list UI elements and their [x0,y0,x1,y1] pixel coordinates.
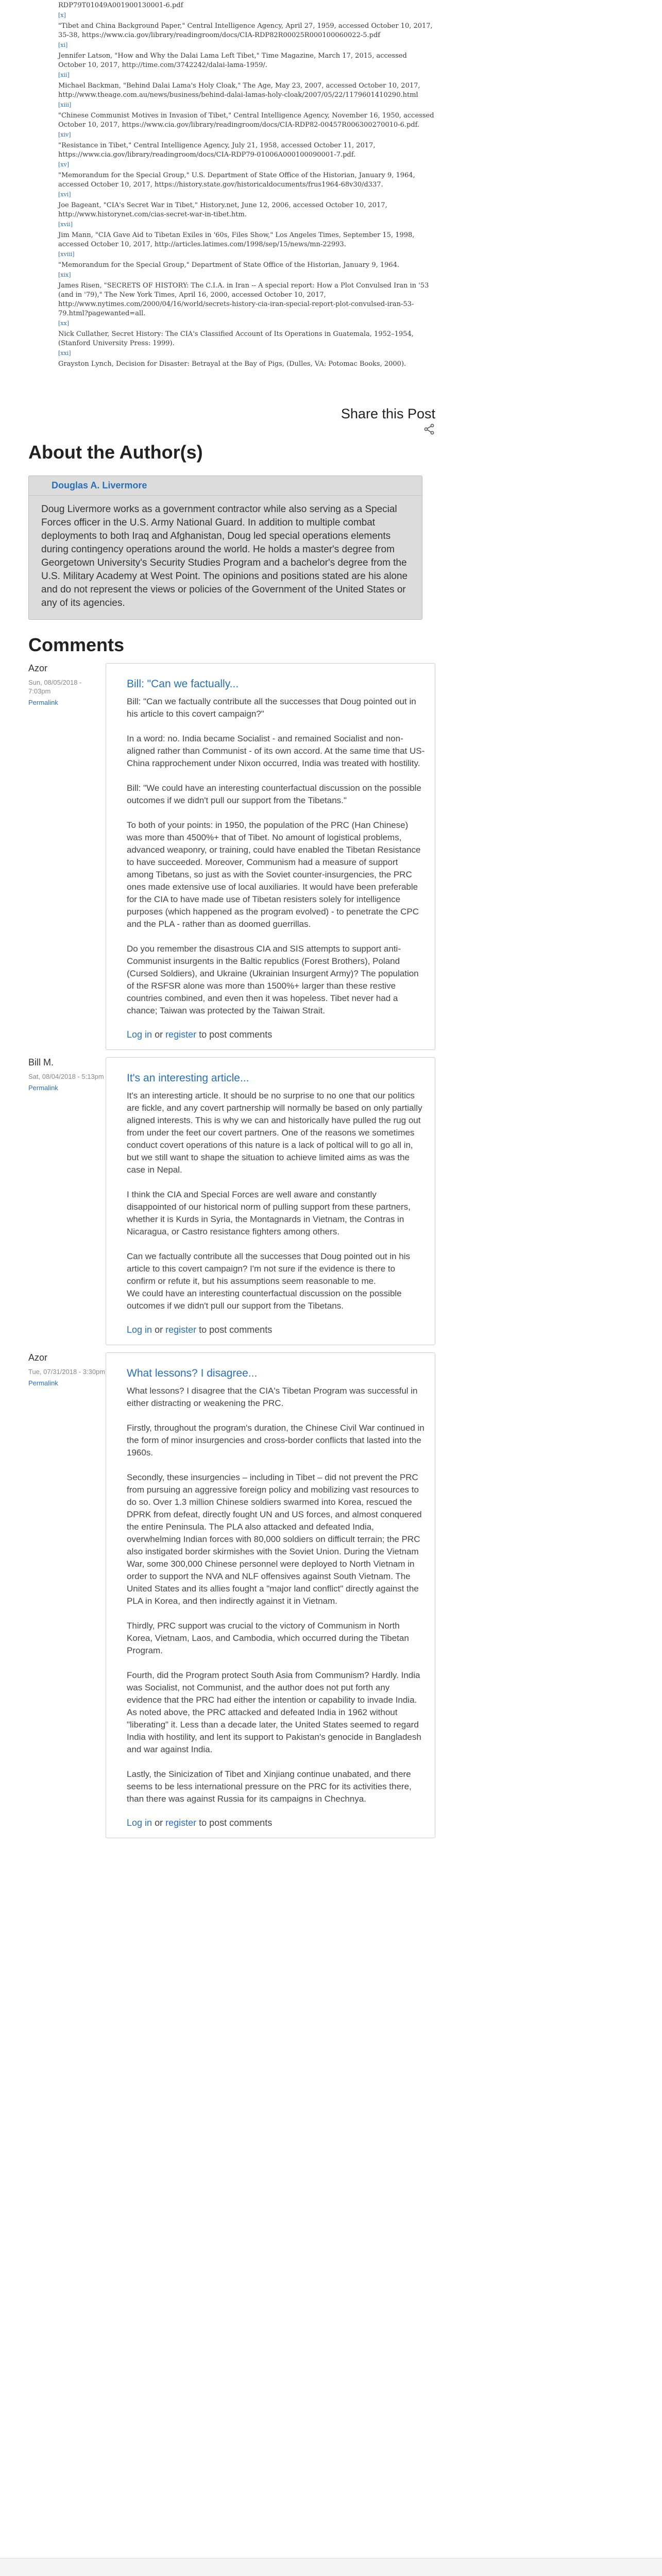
endnote-ref-link[interactable]: [xiii] [58,101,72,108]
comment-meta [28,1057,106,1092]
endnote-text: "Resistance in Tibet," Central Intelligence Agency, July 21, 1958, accessed October 11, 2017, https://www.cia.gov/library/readingroom/docs/CIA-RDP79-01006A000100090001-7.pdf. [58,142,376,159]
endnote-item [58,220,435,249]
comment-author: Bill M. [28,1057,54,1067]
endnote-item [58,250,435,270]
comment-paragraph: It's an interesting article. It should be no surprise to no one that our politics are fickle, and any covert partnership will normally be based on only partially aligned interests. This is why we can and historically have pulled the rug out from under the feet our covert partners. One of the reasons we sometimes conduct covert operations of this nature is a lack of poltical will to go all in, but we still want to shape the situation to achieve limited aims as was the case in Nepal. [127,1091,422,1175]
endnote-text: RDP79T01049A001900130001-6.pdf [58,2,183,9]
endnote-ref-link[interactable]: [xi] [58,42,68,48]
post-suffix-text: to post comments [199,1325,273,1335]
comment-title-link[interactable]: It's an interesting article... [127,1072,249,1084]
or-text: or [155,1029,163,1040]
endnote-item [58,270,435,318]
share-title: Share this Post [341,406,435,421]
endnote-ref-link[interactable]: [xvii] [58,221,73,228]
comment-title-link[interactable]: What lessons? I disagree... [127,1367,258,1379]
endnote-item [58,11,435,40]
comment-paragraph: Thirdly, PRC support was crucial to the victory of Communism in North Korea, Vietnam, Laos, and Cambodia, which occurred during the Tibetan Program. [127,1621,409,1655]
comment-login-links [127,1029,426,1040]
endnote-text: Jennifer Latson, "How and Why the Dalai Lama Left Tibet," Time Magazine, March 17, 2015, accessed October 10, 2017, http://time.com/3742242/dalai-lama-1959/. [58,52,407,69]
endnote-item [58,349,435,369]
comment-box [106,1057,435,1345]
comment-title-link[interactable]: Bill: "Can we factually... [127,678,239,690]
comment-author: Azor [28,663,48,673]
author-bio: Doug Livermore works as a government contractor while also serving as a Special Forces officer in the U.S. Army National Guard. In addition to multiple combat deployments to both Iraq and Afghanistan, Doug led special operations elements during contingency operations around the world. He holds a master's degree from Georgetown University's Security Studies Program and a bachelor's degree from the U.S. Military Academy at West Point. The opinions and positions stated are his alone and do not represent the views or policies of the Government of the United States or any of its agencies. [41,504,408,608]
comment-paragraph: I think the CIA and Special Forces are well aware and constantly disappointed of our historical norm of pulling support from these partners, whether it is Kurds in Syria, the Montagnards in Vietnam, the Contras in Nicaragua, or Castro resistance fighters among others. [127,1190,411,1236]
comment-date: Tue, 07/31/2018 - 3:30pm [28,1368,106,1376]
comment-meta [28,663,106,706]
comment-paragraph: Secondly, these insurgencies – including in Tibet – did not prevent the PRC from pursuing an aggressive foreign policy and mobilizing vast resources to do so. Over 1.3 million Chinese soldiers swarmed into Korea, rescued the DPRK from defeat, directly fought UN and US forces, and almost conquered the entire Peninsula. The PLA also attacked and defeated India, overwhelming Indian forces with 80,000 soldiers on difficult terrain; the PRC also instigated border skirmishes with the Soviet Union. During the Vietnam War, some 300,000 Chinese personnel were deployed to North Vietnam in order to support the NVA and NLF offensives against South Vietnam. The United States and its allies fought a "major land conflict" directly against the PLA in Korea, and then indirectly against it in Vietnam. [127,1472,422,1606]
or-text: or [155,1325,163,1335]
endnote-item [58,319,435,348]
comment-paragraph: What lessons? I disagree that the CIA's Tibetan Program was successful in either distracting or weakening the PRC. [127,1386,418,1408]
endnote-text: Joe Bageant, "CIA's Secret War in Tibet," History.net, June 12, 2006, accessed October 10, 2017, http://www.historynet.com/cias-secret-war-in-tibet.htm. [58,201,387,218]
comment-paragraph: To both of your points: in 1950, the population of the PRC (Han Chinese) was more than 4500%+ that of Tibet. No amount of logistical problems, advanced weaponry, or training, could have enabled the Tibetan Resistance to have succeeded. Moreover, Communism had a measure of support among Tibetans, so just as with the Soviet counter-insurgencies, the PRC ones made extensive use of local auxiliaries. It would have been preferable for the CIA to have made use of Tibetan resisters solely for intelligence purposes (which happened as the program evolved) - to penetrate the CPC and the PLA - rather than as doomed guerrillas. [127,820,421,929]
endnote-ref-link[interactable]: [xx] [58,320,69,327]
endnote-ref-link[interactable]: [xv] [58,161,70,168]
comment-paragraph: Bill: "We could have an interesting counterfactual discussion on the possible outcomes if we didn't pull our support from the Tibetans." [127,783,421,805]
endnote-text: "Memorandum for the Special Group," Department of State Office of the Historian, January 9, 1964. [58,261,400,269]
comment-body [127,1385,426,1805]
endnote-ref-link[interactable]: [xii] [58,72,70,78]
comment-author: Azor [28,1352,48,1363]
author-box [28,476,422,620]
share-icon[interactable] [423,423,435,435]
comment-paragraph: Can we factually contribute all the successes that Doug pointed out in his article to this covert campaign? I'm not sure if the evidence is there to confirm or refute it, but his assumptions seem reasonable to me. We could have an interesting counterfactual discussion on the possible outcomes if we didn't pull our support from the Tibetans. [127,1251,410,1311]
endnote-text: Grayston Lynch, Decision for Disaster: Betrayal at the Bay of Pigs, (Dulles, VA: Potomac Books, 2000). [58,360,406,368]
comment-box [106,663,435,1050]
endnote-ref-link[interactable]: [xvi] [58,191,71,198]
comment-paragraph: Fourth, did the Program protect South Asia from Communism? Hardly. India was Socialist, not Communist, and the author does not put forth any evidence that the PRC had either the intention or capability to invade India. As noted above, the PRC attacked and defeated India in 1962 without "liberating" it. Less than a decade later, the United States seemed to regard India with hostility, and lent its support to Pakistan's genocide in Bangladesh and war against India. [127,1670,421,1754]
comment-permalink[interactable]: Permalink [28,1084,58,1092]
comment-paragraph: In a word: no. India became Socialist - and remained Socialist and non-aligned rather than Communist - of its own accord. At the same time that US-China rapprochement under Nixon occurred, India was treated with hostility. [127,734,425,768]
comment [28,1352,435,1838]
endnote-text: "Memorandum for the Special Group," U.S. Department of State Office of the Historian, January 9, 1964, accessed October 10, 2017, https://history.state.gov/historicaldocuments/frus1964-68v30/d337. [58,172,415,189]
endnote-text: James Risen, "SECRETS OF HISTORY: The C.I.A. in Iran -- A special report: How a Plot Convulsed Iran in '53 (and in '79)," The New York Times, April 16, 2000, accessed October 10, 2017, http://www.nytimes.com/2000/04/16/world/secrets-history-cia-iran-special-report-plot-convulsed-iran-53-79.html?pagewanted=all. [58,282,429,317]
endnote-item [58,1,435,10]
comment-paragraph: Bill: "Can we factually contribute all the successes that Doug pointed out in his article to this covert campaign?" [127,697,416,719]
endnote-text: Nick Cullather, Secret History: The CIA's Classified Account of Its Operations in Guatemala, 1952–1954, (Stanford University Press: 1999). [58,330,414,347]
register-link[interactable]: register [165,1325,197,1335]
endnote-item [58,100,435,130]
endnote-ref-link[interactable]: [x] [58,12,66,19]
comment-login-links [127,1325,426,1335]
share-section [28,406,435,437]
register-link[interactable]: register [165,1818,197,1828]
or-text: or [155,1818,163,1828]
comment-paragraph: Firstly, throughout the program's duration, the Chinese Civil War continued in the form of minor insurgencies and cross-border conflicts that lasted into the 1960s. [127,1423,425,1458]
endnote-ref-link[interactable]: [xix] [58,272,71,278]
comment-paragraph: Do you remember the disastrous CIA and SIS attempts to support anti-Communist insurgents in the Baltic republics (Forest Brothers), Poland (Cursed Soldiers), and Ukraine (Ukrainian Insurgent Army)? The population of the RSFSR alone was more than 1500%+ larger than these restive countries combined, and even then it was hopeless. Tibet never had a chance; Taiwan was protected by the Taiwan Strait. [127,944,419,1015]
post-suffix-text: to post comments [199,1029,273,1040]
endnote-item [58,130,435,160]
page-content [28,0,435,1838]
endnote-item [58,71,435,100]
register-link[interactable]: register [165,1029,197,1040]
comment-date: Sat, 08/04/2018 - 5:13pm [28,1073,104,1080]
comment-date: Sun, 08/05/2018 - 7:03pm [28,679,82,695]
about-author-heading: About the Author(s) [28,442,203,463]
endnote-text: "Chinese Communist Motives in Invasion of Tibet," Central Intelligence Agency, November 16, 1950, accessed October 10, 2017, https://www.cia.gov/library/readingroom/docs/CIA-RDP82-00457R006300270010-6.pdf. [58,112,434,129]
footer-bar [0,2558,662,2576]
endnote-item [58,190,435,219]
endnote-text: Jim Mann, "CIA Gave Aid to Tibetan Exiles in '60s, Files Show," Los Angeles Times, September 15, 1998, accessed October 10, 2017, http://articles.latimes.com/1998/sep/15/news/mn-22993. [58,231,415,248]
comment-box [106,1352,435,1838]
endnote-text: "Tibet and China Background Paper," Central Intelligence Agency, April 27, 1959, accessed October 10, 2017, 35-38, https://www.cia.gov/library/readingroom/docs/CIA-RDP82R00025R000100060022-5.pdf [58,22,433,39]
author-name-link[interactable]: Douglas A. Livermore [29,476,422,496]
comment [28,1057,435,1345]
endnote-ref-link[interactable]: [xviii] [58,251,75,258]
endnote-ref-link[interactable]: [xxi] [58,350,71,357]
comment-permalink[interactable]: Permalink [28,1379,58,1387]
endnote-item [58,41,435,70]
comment-body [127,696,426,1017]
login-link[interactable]: Log in [127,1818,152,1828]
post-suffix-text: to post comments [199,1818,273,1828]
endnotes-list [28,0,435,369]
login-link[interactable]: Log in [127,1029,152,1040]
endnote-item [58,160,435,190]
endnote-text: Michael Backman, "Behind Dalai Lama's Holy Cloak," The Age, May 23, 2007, accessed October 10, 2017, http://www.theage.com.au/news/business/behind-dalai-lamas-holy-cloak/2007/05/22/1179601410290.html [58,82,420,99]
comment [28,663,435,1050]
login-link[interactable]: Log in [127,1325,152,1335]
comments-list [28,663,435,1838]
comment-login-links [127,1818,426,1828]
comments-heading: Comments [28,634,125,655]
comment-body [127,1090,426,1312]
comment-meta [28,1352,106,1387]
comment-permalink[interactable]: Permalink [28,699,58,706]
comment-paragraph: Lastly, the Sinicization of Tibet and Xinjiang continue unabated, and there seems to be less international pressure on the PRC for its activities there, than there was against Russia for its campaigns in Chechnya. [127,1769,412,1804]
endnote-ref-link[interactable]: [xiv] [58,131,71,138]
